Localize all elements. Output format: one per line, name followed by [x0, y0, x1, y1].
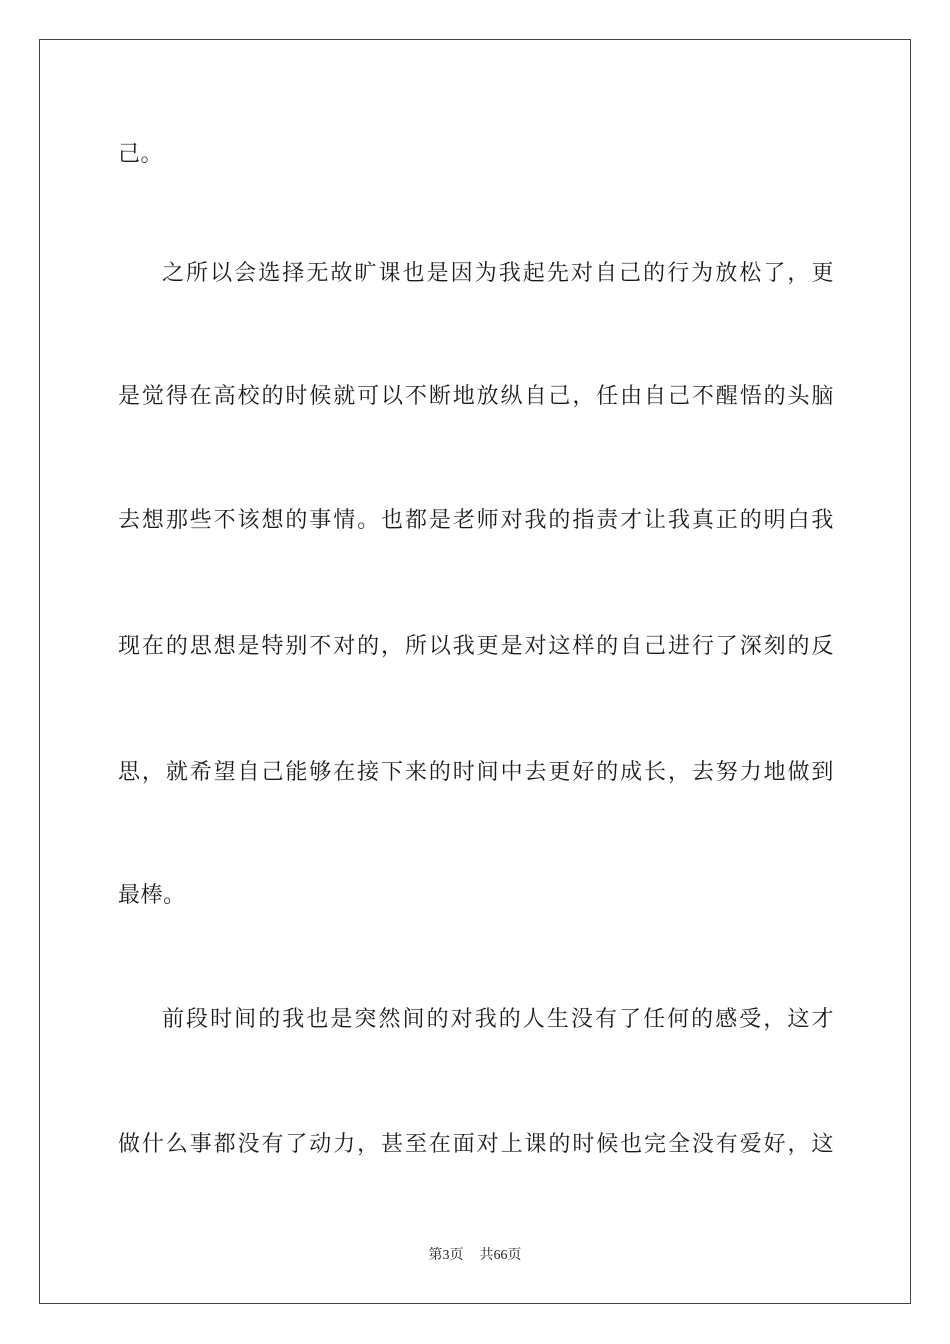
- text-line-5: 现在的思想是特别不对的，所以我更是对这样的自己进行了深刻的反: [118, 634, 834, 659]
- text-line-8: 前段时间的我也是突然间的对我的人生没有了任何的感受，这才: [162, 1007, 834, 1032]
- page-total: 共66页: [479, 1248, 522, 1263]
- page-number: 第3页: [428, 1248, 464, 1263]
- text-line-2: 之所以会选择无故旷课也是因为我起先对自己的行为放松了，更: [162, 261, 834, 286]
- page-footer: [0, 1246, 950, 1266]
- text-line-9: 做什么事都没有了动力，甚至在面对上课的时候也完全没有爱好，这: [118, 1132, 834, 1157]
- page-border: [39, 39, 911, 1304]
- text-line-6: 思，就希望自己能够在接下来的时间中去更好的成长，去努力地做到: [118, 760, 834, 785]
- text-line-4: 去想那些不该想的事情。也都是老师对我的指责才让我真正的明白我: [118, 508, 834, 533]
- text-line-1: 己。: [118, 142, 164, 167]
- text-line-3: 是觉得在高校的时候就可以不断地放纵自己，任由自己不醒悟的头脑: [118, 384, 834, 409]
- text-line-7: 最棒。: [118, 883, 186, 908]
